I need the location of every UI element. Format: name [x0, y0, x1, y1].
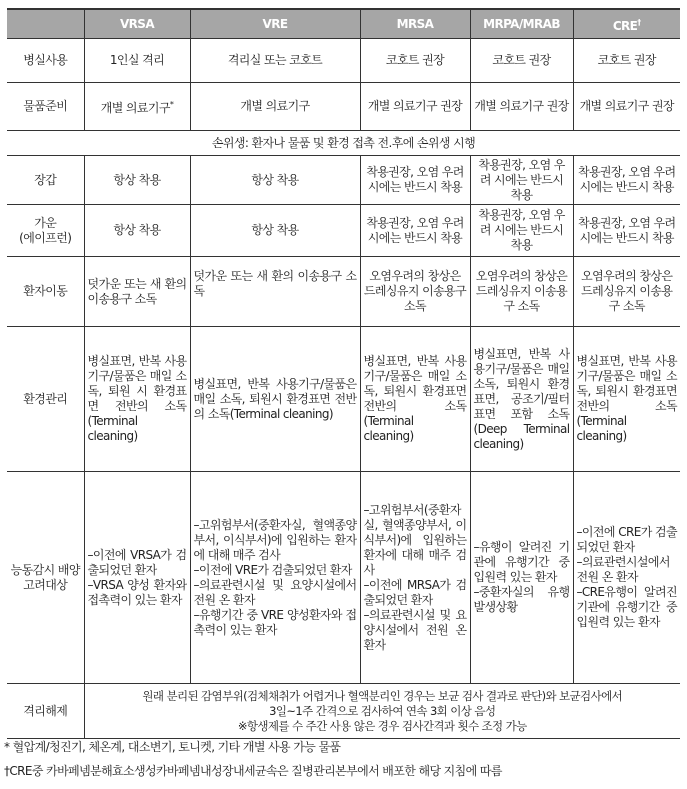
cell: 착용권장, 오염 우려시에는 반드시 착용 [573, 205, 680, 257]
cell [360, 472, 470, 684]
cell: 항상 착용 [84, 205, 190, 257]
cell: 착용권장, 오염 우려 시에는 반드시 착용 [470, 156, 573, 205]
row-label: 물품준비 [7, 83, 84, 131]
release-criteria [84, 684, 680, 739]
row-label [7, 205, 84, 257]
list-item: –의료관련시설 및 요양시설에서 전원 온 환자 [193, 577, 357, 607]
cell [470, 472, 573, 684]
table-row [7, 684, 680, 739]
list-item: –VRSA 양성 환자와 접촉력이 있는 환자 [87, 577, 187, 607]
cell: 오염우려의 창상은 드레싱유지 이송용구 소독 [470, 257, 573, 327]
label-line: (에이프런) [19, 230, 72, 245]
table-row [7, 156, 680, 205]
header-vre: VRE [190, 9, 360, 39]
table-row [7, 257, 680, 327]
row-label: 장갑 [7, 156, 84, 205]
cell: 코호트 권장 [360, 39, 470, 83]
cell: 착용권장, 오염 우려 시에는 반드시 착용 [470, 205, 573, 257]
cell [84, 472, 190, 684]
cell: 병실표면, 반복 사용기구/물품은 매일 소독, 퇴원시 환경표면 전반의 소독 (Terminal cleaning) [573, 327, 680, 472]
table-row [7, 472, 680, 684]
cell: 항상 착용 [84, 156, 190, 205]
cell: 코호트 권장 [573, 39, 680, 83]
cell [573, 472, 680, 684]
list-item: –고위험부서(중환자실, 혈액종양부서, 이식부서)에 입원하는 환자에 대해 매주 검사 [363, 502, 467, 577]
cell: 개별 의료기구 권장 [573, 83, 680, 131]
table-row [7, 131, 680, 156]
cell: 항상 착용 [190, 205, 360, 257]
list-item: –중환자실의 유행발생상황 [473, 585, 570, 614]
hand-hygiene-note: 손위생: 환자나 물품 및 환경 접촉 전.후에 손위생 시행 [7, 131, 680, 156]
text-line: 원래 분리된 감염부위(검체채취가 어렵거나 혈액분리인 경우는 보균 검사 결과로 판단)와 보균검사에서 [142, 688, 623, 703]
row-label: 격리해제 [7, 684, 84, 739]
cell: 병실표면, 반복 사용기구/물품은 매일 소독, 퇴원시 환경표면 전반의 소독 (Terminal cleaning) [360, 327, 470, 472]
cell: 오염우려의 창상은 드레싱유지 이송용구 소독 [360, 257, 470, 327]
cell: 격리실 또는 코호트 [190, 39, 360, 83]
header-mrpa-mrab: MRPA/MRAB [470, 9, 573, 39]
row-label: 능동감시 배양 고려대상 [7, 472, 84, 684]
text-line: ※항생제를 수 주간 사용 않은 경우 검사간격과 횟수 조정 가능 [237, 718, 527, 733]
header-mrsa: MRSA [360, 9, 470, 39]
list-item: –유행이 알려진 기관에 유행기간 중 입원력 있는 환자 [473, 540, 570, 584]
list-item: –의료관련시설에서 전원 온 환자 [576, 555, 670, 584]
row-label: 환경관리 [7, 327, 84, 472]
cell: 코호트 권장 [470, 39, 573, 83]
cell: 1인실 격리 [84, 39, 190, 83]
asterisk-mark: * [169, 100, 174, 109]
cell [84, 83, 190, 131]
row-label: 병실사용 [7, 39, 84, 83]
table-row [7, 83, 680, 131]
cell: 오염우려의 창상은 드레싱유지 이송용구 소독 [573, 257, 680, 327]
cell [190, 472, 360, 684]
cell: 항상 착용 [190, 156, 360, 205]
label-line: 가운 [34, 215, 57, 230]
row-label: 환자이동 [7, 257, 84, 327]
footnote-asterisk: * 혈압계/청진기, 체온계, 대소변기, 토니켓, 기타 개별 사용 가능 물품 [4, 740, 341, 754]
dagger-mark: † [637, 17, 641, 27]
cell: 덧가운 또는 새 환의 이송용구 소독 [190, 257, 360, 327]
table-row [7, 205, 680, 257]
header-cre [573, 9, 680, 39]
cell: 착용권장, 오염 우려 시에는 반드시 착용 [573, 156, 680, 205]
footnote-dagger: †CRE중 카바페넴분해효소생성카바페넴내성장내세균속은 질병관리본부에서 배포한 해당 지침에 따름 [4, 764, 502, 778]
cell: 개별 의료기구 권장 [360, 83, 470, 131]
list-item: –이전에 VRSA가 검출되었던 환자 [87, 547, 187, 577]
header-row [7, 9, 680, 39]
cell: 병실표면, 반복 사용기구/물품은 매일 소독, 퇴원시 환경표면, 공조기/필터표면 포함 소독(Deep Terminal cleaning) [470, 327, 573, 472]
header-blank [7, 9, 84, 39]
header-cre-label: CRE [612, 18, 638, 33]
cell: 병실표면, 반복 사용기구/물품은 매일 소독, 퇴원 시 환경표면 전반의 소독 (Terminal cleaning) [84, 327, 190, 472]
cell: 개별 의료기구 [190, 83, 360, 131]
cell-text: 개별 의료기구 [100, 101, 170, 115]
list-item: –이전에 VRE가 검출되었던 환자 [193, 562, 352, 577]
table-row [7, 327, 680, 472]
cell: 착용권장, 오염 우려 시에는 반드시 착용 [360, 156, 470, 205]
header-vrsa: VRSA [84, 9, 190, 39]
cell: 착용권장, 오염 우려 시에는 반드시 착용 [360, 205, 470, 257]
list-item: –고위험부서(중환자실, 혈액종양부서, 이식부서)에 입원하는 환자에 대해 매주 검사 [193, 517, 357, 562]
list-item: –유행기간 중 VRE 양성환자와 접촉력이 있는 환자 [193, 607, 357, 637]
list-item: –의료관련시설 및 요양시설에서 전원 온 환자 [363, 607, 467, 652]
list-item: –이전에 CRE가 검출되었던 환자 [576, 525, 677, 554]
list-item: –이전에 MRSA가 검출되었던 환자 [363, 577, 467, 607]
cell: 병실표면, 반복 사용기구/물품은 매일 소독, 퇴원시 환경표면 전반의 소독(Terminal cleaning) [190, 327, 360, 472]
isolation-guideline-table [7, 8, 680, 739]
table-row [7, 39, 680, 83]
cell: 개별 의료기구 권장 [470, 83, 573, 131]
cell: 덧가운 또는 새 환의이송용구 소독 [84, 257, 190, 327]
text-line: 3일~1주 간격으로 검사하여 연속 3회 이상 음성 [269, 703, 496, 718]
list-item: –CRE유행이 알려진 기관에 유행기간 중 입원력 있는 환자 [576, 585, 677, 629]
